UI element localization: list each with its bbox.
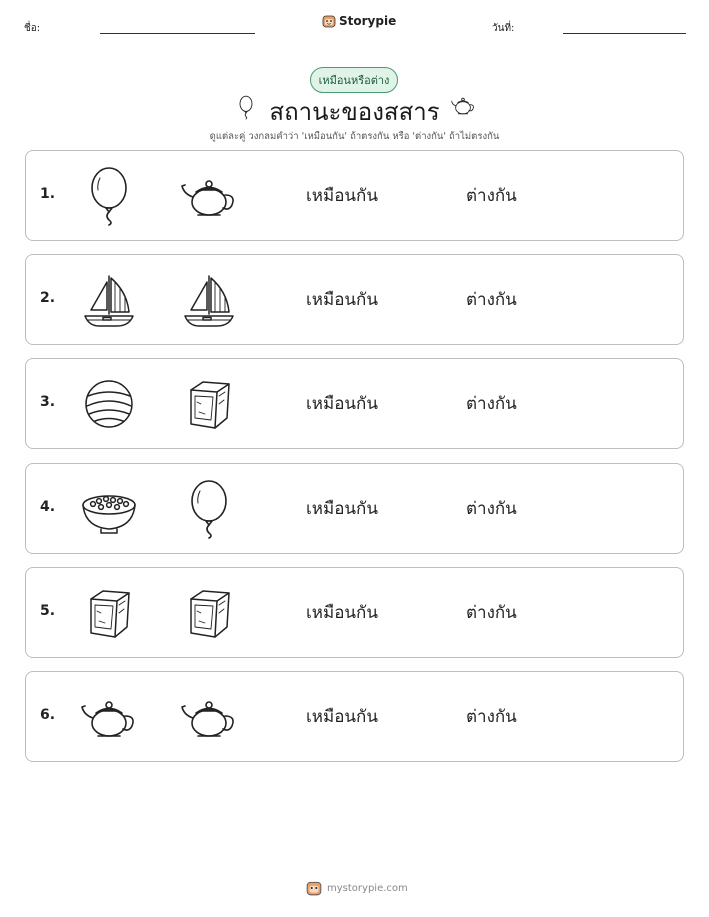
question-row: [25, 254, 684, 345]
ice-cube-icon: [179, 374, 239, 434]
page-title: สถานะของสสาร: [269, 98, 440, 126]
different-option[interactable]: ต่างกัน: [466, 394, 517, 415]
teapot-icon: [446, 93, 480, 119]
teapot-icon: [79, 687, 139, 747]
balloon-icon: [79, 166, 139, 226]
name-label: ชื่อ:: [24, 23, 41, 34]
teapot-icon: [179, 687, 239, 747]
question-number: 2.: [40, 290, 56, 307]
same-option[interactable]: เหมือนกัน: [306, 498, 378, 519]
same-option[interactable]: เหมือนกัน: [306, 394, 378, 415]
same-option[interactable]: เหมือนกัน: [306, 290, 378, 311]
balloon-icon: [179, 479, 239, 539]
question-number: 1.: [40, 186, 56, 202]
ice-cube-icon: [79, 583, 139, 643]
same-option[interactable]: เหมือนกัน: [306, 602, 378, 623]
question-row: [25, 463, 684, 554]
same-option[interactable]: เหมือนกัน: [306, 707, 378, 727]
date-label: วันที่:: [492, 23, 515, 34]
storypie-logo: [322, 14, 396, 28]
different-option[interactable]: ต่างกัน: [466, 602, 517, 623]
sailboat-icon: [179, 270, 239, 330]
different-option[interactable]: ต่างกัน: [466, 498, 517, 519]
different-option[interactable]: ต่างกัน: [466, 186, 517, 206]
ball-icon: [79, 374, 139, 434]
storypie-mascot-icon: [306, 880, 322, 896]
footer: [306, 880, 408, 896]
question-number: 4.: [40, 498, 56, 515]
same-option[interactable]: เหมือนกัน: [306, 186, 378, 206]
sailboat-icon: [79, 270, 139, 330]
instruction-text: ดูแต่ละคู่ วงกลมคำว่า 'เหมือนกัน' ถ้าตรงกัน หรือ 'ต่างกัน' ถ้าไม่ตรงกัน: [209, 131, 500, 142]
question-row: [25, 358, 684, 449]
footer-site: mystorypie.com: [327, 882, 408, 894]
date-line[interactable]: [563, 33, 686, 34]
question-row: [25, 150, 684, 241]
cereal-bowl-icon: [79, 479, 139, 539]
question-number: 5.: [40, 602, 56, 619]
topic-badge: เหมือนหรือต่าง: [310, 67, 398, 93]
teapot-icon: [179, 166, 239, 226]
name-line[interactable]: [100, 33, 255, 34]
question-number: 6.: [40, 707, 56, 723]
storypie-mascot-icon: [322, 14, 336, 28]
different-option[interactable]: ต่างกัน: [466, 707, 517, 727]
different-option[interactable]: ต่างกัน: [466, 290, 517, 311]
question-row: [25, 671, 684, 762]
ice-cube-icon: [179, 583, 239, 643]
logo-text: Storypie: [339, 14, 397, 28]
question-number: 3.: [40, 394, 56, 411]
question-row: [25, 567, 684, 658]
